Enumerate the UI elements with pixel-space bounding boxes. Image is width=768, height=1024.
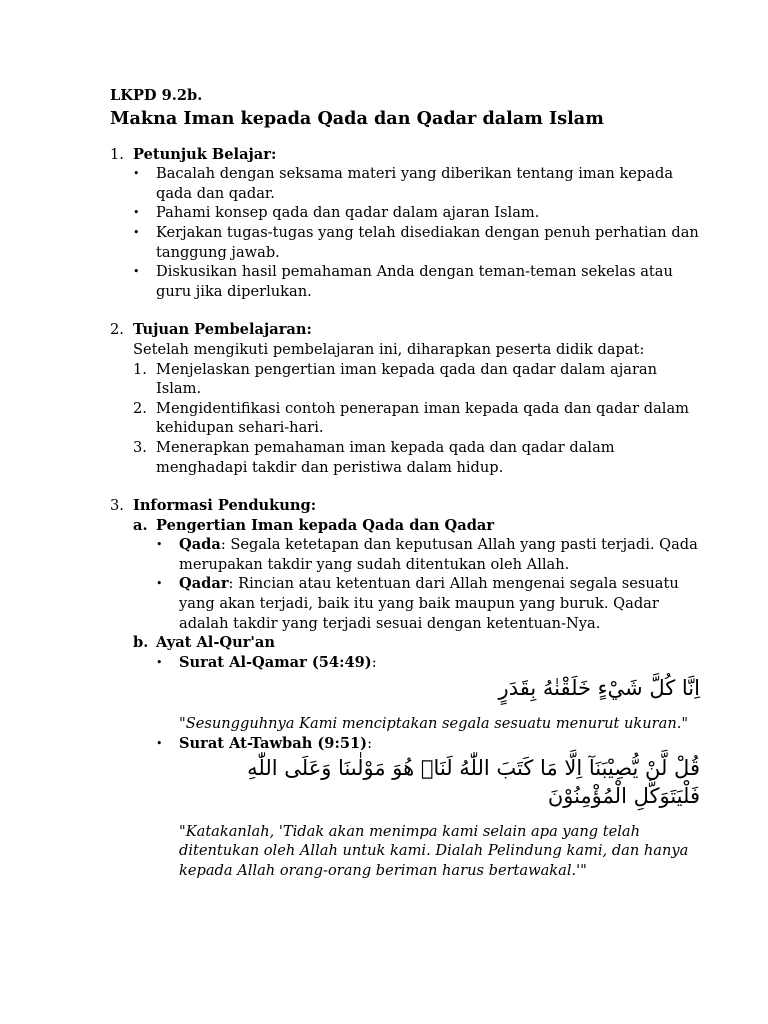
bullet-icon: • (133, 206, 140, 220)
definition: : Rincian atau ketentuan dari Allah mengenai segala sesuatu yang akan terjadi, baik itu yang baik maupun yang buruk. Qadar adalah takdir yang terjadi sesuai dengan ketentuan-Nya. (179, 575, 679, 632)
list-item: • Bacalah dengan seksama materi yang diberikan tentang iman kepada qada dan qadar. (133, 165, 674, 202)
section-intro: Setelah mengikuti pembelajaran ini, diharapkan peserta didik dapat: (133, 340, 645, 358)
section-heading: Informasi Pendukung: (133, 497, 317, 515)
definition-item-qadar (156, 574, 700, 633)
section-number: 2. (110, 321, 124, 339)
subsection-label: b. (133, 634, 149, 652)
section-heading: Petunjuk Belajar: (133, 145, 277, 163)
bullet-icon: • (133, 167, 140, 181)
verse-translation: "Katakanlah, 'Tidak akan menimpa kami selain apa yang telah ditentukan oleh Allah untuk kami. Dialah Pelindung kami, dan hanya kepada Allah orang-orang beriman harus bertawakal.'" (179, 822, 689, 879)
subsection-heading: Ayat Al-Qur'an (156, 634, 275, 652)
document-code: LKPD 9.2b. (110, 87, 203, 104)
bullet-icon: • (156, 655, 163, 669)
section-tujuan-pembelajaran (110, 320, 700, 477)
section-petunjuk-belajar (110, 145, 700, 302)
section-heading: Tujuan Pembelajaran: (133, 321, 312, 339)
verse-translation: "Sesungguhnya Kami menciptakan segala sesuatu menurut ukuran." (179, 715, 689, 733)
term: Qadar (179, 575, 229, 593)
objective-item: 2. Mengidentifikasi contoh penerapan iman kepada qada dan qadar dalam kehidupan sehari-hari. (133, 399, 689, 437)
arabic-verse: اِنَّا كُلَّ شَيْءٍ خَلَقْنٰهُ بِقَدَرٍ (498, 676, 700, 701)
subsection-ayat (133, 633, 700, 880)
verse-list (156, 653, 700, 881)
document-title: Makna Iman kepada Qada dan Qadar dalam Islam (110, 107, 604, 129)
section-informasi-pendukung (110, 496, 700, 880)
subsection-heading: Pengertian Iman kepada Qada dan Qadar (156, 516, 495, 534)
section-number: 3. (110, 497, 124, 515)
document-page (110, 86, 700, 880)
bullet-icon: • (156, 737, 163, 751)
subsection-label: a. (133, 516, 148, 534)
objective-item: 3. Menerapkan pemahaman iman kepada qada dan qadar dalam menghadapi takdir dan peristiwa dalam hidup. (133, 438, 615, 476)
subsection-pengertian (133, 516, 700, 634)
definition: : Segala ketetapan dan keputusan Allah yang pasti terjadi. Qada merupakan takdir yang sudah ditentukan oleh Allah. (179, 536, 698, 573)
section-number: 1. (110, 145, 124, 163)
bullet-icon: • (156, 538, 163, 552)
list-item: • Diskusikan hasil pemahaman Anda dengan teman-teman sekelas atau guru jika diperlukan. (133, 263, 673, 300)
bullet-icon: • (133, 265, 140, 279)
verse-reference: Surat Al-Qamar (54:49) (179, 653, 372, 671)
verse-item-at-tawbah: • Surat At-Tawbah (9:51): قُلْ لَّنْ يُّصِيْبَنَآ اِلَّا مَا كَتَبَ اللّٰهُ لَنَاۚ هُوَ مَوْلٰىنَا وَعَلَى اللّٰهِ فَلْيَتَوَكَّلِ الْمُؤْمِنُوْنَ "Katakanlah, 'Tidak akan menimpa kami selain apa yang telah ditentukan oleh Allah untuk kami. Dialah Pelindung kami, dan hanya kepada Allah orang-orang beriman harus bertawakal.'" (156, 735, 700, 879)
term: Qada (179, 536, 221, 554)
definition-item-qada (156, 535, 700, 574)
bullet-icon: • (156, 577, 163, 591)
list-item: • Kerjakan tugas-tugas yang telah disediakan dengan penuh perhatian dan tanggung jawab. (133, 223, 699, 261)
instruction-list (133, 164, 700, 301)
definition-list (156, 535, 700, 633)
verse-reference: Surat At-Tawbah (9:51) (179, 735, 368, 753)
list-item: • Pahami konsep qada dan qadar dalam ajaran Islam. (133, 204, 540, 222)
arabic-verse: قُلْ لَّنْ يُّصِيْبَنَآ اِلَّا مَا كَتَبَ اللّٰهُ لَنَاۚ هُوَ مَوْلٰىنَا وَعَلَى اللّٰهِ فَلْيَتَوَكَّلِ الْمُؤْمِنُوْنَ (247, 755, 700, 808)
bullet-icon: • (133, 225, 140, 239)
objective-item: 1. Menjelaskan pengertian iman kepada qada dan qadar dalam ajaran Islam. (133, 360, 658, 398)
verse-item-al-qamar: • Surat Al-Qamar (54:49): اِنَّا كُلَّ شَيْءٍ خَلَقْنٰهُ بِقَدَرٍ "Sesungguhnya Kami menciptakan segala sesuatu menurut ukuran." (156, 653, 700, 733)
